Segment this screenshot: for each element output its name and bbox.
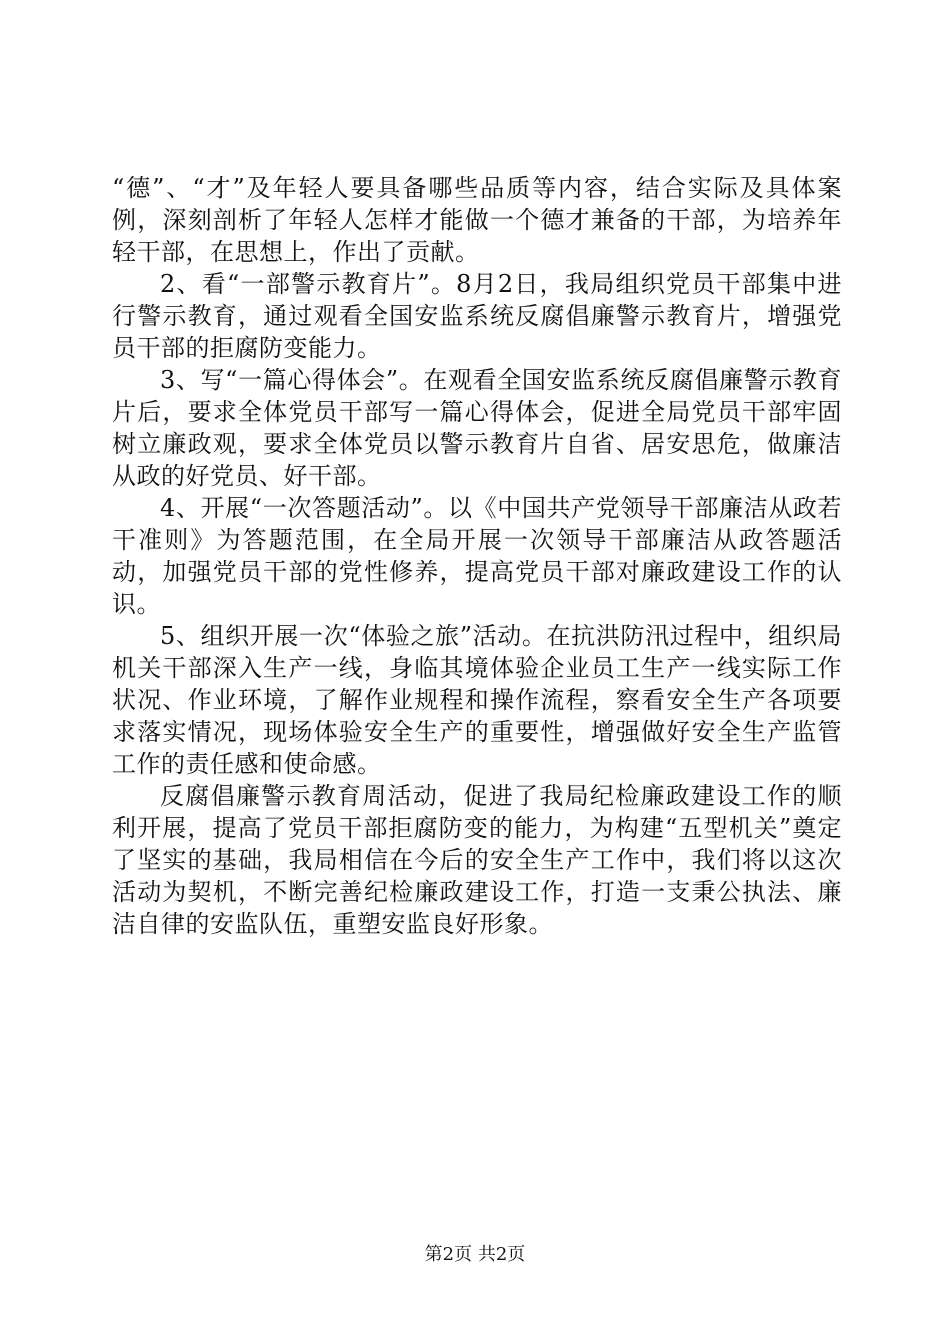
paragraph-conclusion: 反腐倡廉警示教育周活动，促进了我局纪检廉政建设工作的顺利开展，提高了党员干部拒腐防变的能力，为构建“五型机关”奠定了坚实的基础，我局相信在今后的安全生产工作中，我们将以这次活动为契机，不断完善纪检廉政建设工作，打造一支秉公执法、廉洁自律的安监队伍，重塑安监良好形象。 (112, 782, 842, 938)
paragraph-item-3: 3、写“一篇心得体会”。在观看全国安监系统反腐倡廉警示教育片后，要求全体党员干部写一篇心得体会，促进全局党员干部牢固树立廉政观，要求全体党员以警示教育片自省、居安思危，做廉洁从政的好党员、好干部。 (112, 366, 842, 490)
paragraph-item-2: 2、看“一部警示教育片”。8月2日，我局组织党员干部集中进行警示教育，通过观看全国安监系统反腐倡廉警示教育片，增强党员干部的拒腐防变能力。 (112, 270, 842, 362)
paragraph-item-4: 4、开展“一次答题活动”。以《中国共产党领导干部廉洁从政若干准则》为答题范围，在全局开展一次领导干部廉洁从政答题活动，加强党员干部的党性修养，提高党员干部对廉政建设工作的认识。 (112, 494, 842, 618)
paragraph-item-5: 5、组织开展一次“体验之旅”活动。在抗洪防汛过程中，组织局机关干部深入生产一线，身临其境体验企业员工生产一线实际工作状况、作业环境，了解作业规程和操作流程，察看安全生产各项要求落实情况，现场体验安全生产的重要性，增强做好安全生产监管工作的责任感和使命感。 (112, 622, 842, 778)
paragraph-continuation: “德”、“才”及年轻人要具备哪些品质等内容，结合实际及具体案例，深刻剖析了年轻人怎样才能做一个德才兼备的干部，为培养年轻干部，在思想上，作出了贡献。 (112, 174, 842, 266)
document-body (112, 172, 842, 940)
page-number-footer: 第2页 共2页 (424, 1244, 526, 1265)
